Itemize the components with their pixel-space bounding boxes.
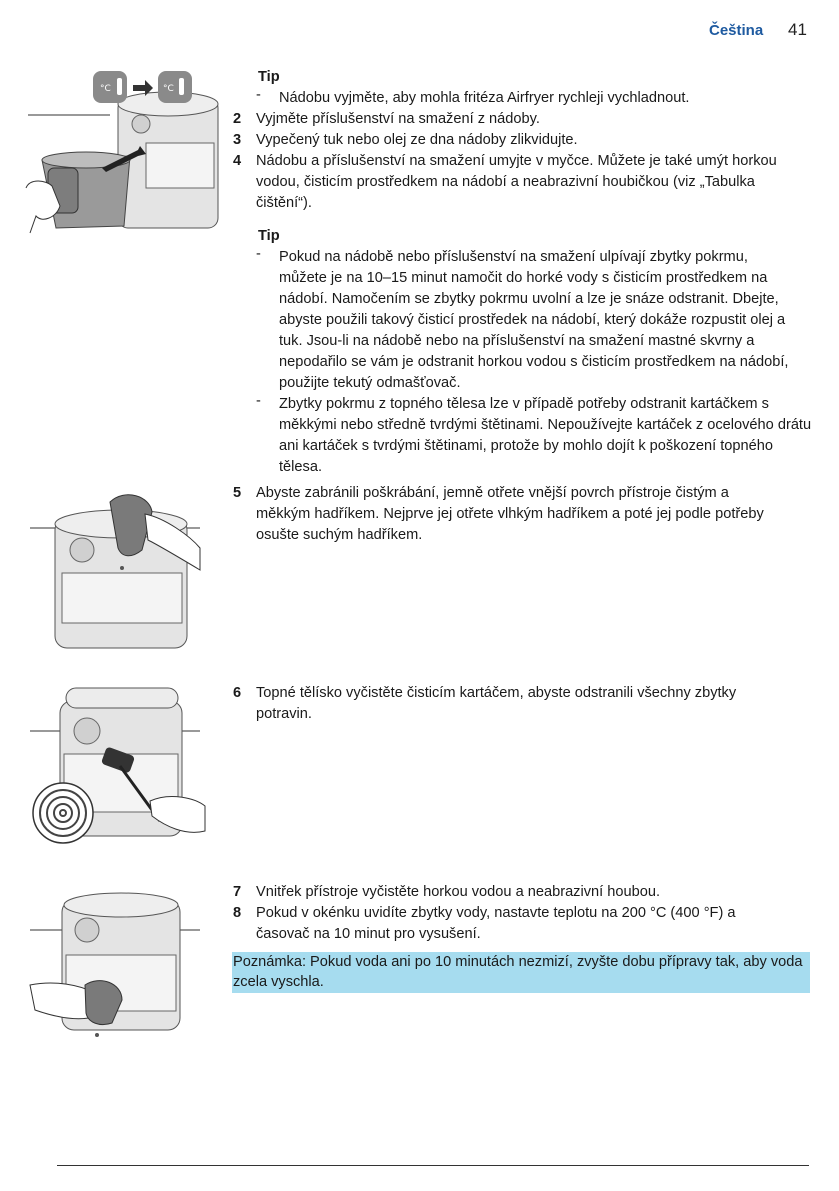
tip-heading: Tip [258,228,280,244]
tip-bullet: - Pokud na nádobě nebo příslušenství na smažení ulpívají zbytky pokrmu, můžete je na 10–15 minut namočit do horké vody s čisticím prostředkem na nádobí. Namočením se zbytky pokrmu uvolní a lze je snáze odstranit. Dbejte, abyste použili takový čisticí prostředek na nádobí, který dokáže rozpustit olej a tuk. Jsou-li na nádobě nebo na příslušenství na smažení mastné skvrny a nepodařilo se vám je odstranit horkou vodou s čisticím prostředkem na nádobí, použijte tekutý odmašťovač. [256,246,789,391]
thermometer-cool-icon [158,71,192,103]
figure-remove-basket [0,68,220,238]
step-4: 4 Nádobu a příslušenství na smažení umyjte v myčce. Můžete je také umýt horkou vodou, čisticím prostředkem na nádobí a neabrazivní houbičkou (viz „Tabulka čištění“). [233,153,777,211]
step-5: 5 Abyste zabránili poškrábání, jemně otřete vnější povrch přístroje čistým a měkkým hadříkem. Nejprve jej otřete vlhkým hadříkem a poté jej podle potřeby osušte suchým hadříkem. [233,485,764,543]
section-step-5 [233,483,813,546]
step-7: 7 Vnitřek přístroje vyčistěte horkou vodou a neabrazivní houbou. [233,884,660,900]
figure-brush-heating-element [0,686,220,846]
step-3: 3 Vypečený tuk nebo olej ze dna nádoby zlikvidujte. [233,132,578,148]
thermometer-hot-icon [93,71,127,103]
step-6: 6 Topné tělísko vyčistěte čisticím kartáčem, abyste odstranili všechny zbytky potravin. [233,685,737,722]
section-cleaning-tips [233,226,813,478]
footer-rule [57,1165,809,1166]
step-2: 2 Vyjměte příslušenství na smažení z nádoby. [233,111,540,127]
header-language: Čeština [709,22,764,39]
section-steps-7-8 [233,882,813,945]
section-step-6 [233,683,813,725]
tip-bullet: - Zbytky pokrmu z topného tělesa lze v případě potřeby odstranit kartáčkem s měkkými nebo středně tvrdými štětinami. Nepoužívejte kartáček z ocelového drátu ani kartáček s tvrdými štětinami, protože by mohlo dojít k poškození topného tělesa. [256,393,812,475]
tip-heading: Tip [258,69,280,85]
note-highlight: Poznámka: Pokud voda ani po 10 minutách nezmizí, zvyšte dobu přípravy tak, aby voda zcela vyschla. [232,952,810,993]
svg-text:°C: °C [100,84,111,94]
tip-bullet: - Nádobu vyjměte, aby mohla fritéza Airfryer rychleji vychladnout. [256,87,690,106]
figure-wipe-exterior [0,488,220,658]
svg-text:°C: °C [163,84,174,94]
figure-wipe-interior [0,885,220,1045]
heating-coil-icon [33,783,93,843]
step-8: 8 Pokud v okénku uvidíte zbytky vody, nastavte teplotu na 200 °C (400 °F) a časovač na 10 minut pro vysušení. [233,905,736,942]
section-tip-and-steps [233,67,813,214]
page-number: 41 [788,20,807,39]
